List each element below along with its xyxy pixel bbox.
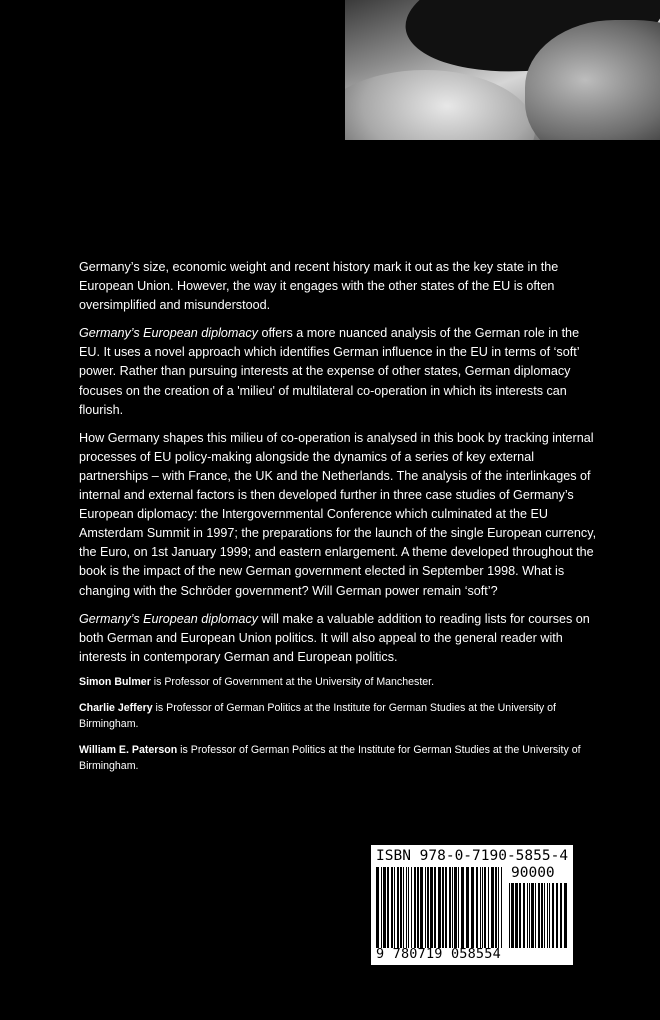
isbn-barcode xyxy=(371,845,573,965)
barcode-bar xyxy=(501,867,502,948)
barcode-bar xyxy=(556,883,558,948)
barcode-bar xyxy=(560,883,562,948)
barcode-bar xyxy=(406,867,407,948)
blurb-paragraph-2 xyxy=(79,324,601,419)
barcode-bar xyxy=(430,867,433,948)
barcode-bar xyxy=(564,883,567,948)
barcode-bar xyxy=(420,867,423,948)
barcode-bar xyxy=(391,867,393,948)
barcode-bar xyxy=(511,883,514,948)
author-bios xyxy=(79,674,599,784)
cover-photo xyxy=(345,0,660,140)
book-title-italic: Germany’s European diplomacy xyxy=(79,326,258,341)
barcode-bar xyxy=(466,867,469,948)
barcode-bar xyxy=(461,867,464,948)
barcode-bar xyxy=(519,883,521,948)
barcode-bar xyxy=(549,883,550,948)
author-name: Charlie Jeffery xyxy=(79,701,153,714)
barcode-bar xyxy=(438,867,441,948)
barcode-bar xyxy=(400,867,402,948)
barcode-bar xyxy=(442,867,444,948)
blurb-paragraph-3: How Germany shapes this milieu of co-operation is analysed in this book by tracking internal processes of EU policy-making alongside the dynamics of a series of key external partnerships – with France, the UK and the Netherlands. The analysis of the interlinkages of internal and external factors is then developed further in three case studies of Germany’s European diplomacy: the Intergovernmental Conference which culminated at the EU Amsterdam Summit in 1997; the preparations for the launch of the single European currency, the Euro, on 1st January 1999; and eastern enlargement. A theme developed throughout the book is the impact of the new German government elected in September 1998. What is changing with the Schröder government? Will German power remain ‘soft’? xyxy=(79,430,597,598)
barcode-bar xyxy=(394,867,395,948)
barcode-bar xyxy=(515,883,518,948)
barcode-bar xyxy=(538,883,540,948)
author-bio xyxy=(79,674,599,691)
author-name: Simon Bulmer xyxy=(79,676,151,688)
barcode-bar xyxy=(491,867,494,948)
barcode-bar xyxy=(523,883,525,948)
barcode-bar xyxy=(408,867,409,948)
barcode-bar xyxy=(417,867,419,948)
barcode-bar xyxy=(527,883,528,948)
blurb-paragraph-4-text: will make a valuable addition to reading lists for courses on both German and European Union politics. It will also appeal to the general reader with interests in contemporary German and European politics. xyxy=(79,611,590,664)
isbn-label: ISBN 978-0-7190-5855-4 xyxy=(376,848,569,864)
barcode-bar xyxy=(445,867,447,948)
barcode-bar xyxy=(552,883,554,948)
barcode-bar xyxy=(488,867,489,948)
barcode-bar xyxy=(458,867,459,948)
barcode-bar xyxy=(476,867,478,948)
back-cover-blurb xyxy=(79,258,601,676)
barcode-bar xyxy=(383,867,386,948)
author-description: is Professor of German Politics at the Institute for German Studies at the University of Birmingham. xyxy=(79,701,556,731)
author-description: is Professor of Government at the University of Manchester. xyxy=(150,676,435,688)
ean-digits: 9 780719 058554 xyxy=(376,946,501,962)
barcode-bar xyxy=(387,867,389,948)
blurb-paragraph-1: Germany’s size, economic weight and recent history mark it out as the key state in the European Union. However, the way it engages with the other states of the EU is often oversimplified and misunderstood. xyxy=(79,260,559,313)
barcode-bar xyxy=(425,867,426,948)
barcode-bar xyxy=(541,883,543,948)
blurb-paragraph-4 xyxy=(79,610,601,667)
barcode-bar xyxy=(411,867,412,948)
barcode-bar xyxy=(529,883,530,948)
barcode-bars-ean xyxy=(376,867,502,948)
barcode-bar xyxy=(434,867,436,948)
barcode-bar xyxy=(480,867,481,948)
barcode-bar xyxy=(414,867,416,948)
book-title-italic: Germany’s European diplomacy xyxy=(79,611,258,626)
barcode-bar xyxy=(535,883,536,948)
barcode-bar xyxy=(452,867,453,948)
barcode-bar xyxy=(509,883,510,948)
barcode-bar xyxy=(547,883,548,948)
barcode-bar xyxy=(495,867,497,948)
barcode-bar xyxy=(376,867,379,948)
barcode-bars-addon xyxy=(509,883,567,948)
barcode-bar xyxy=(498,867,499,948)
author-description: is Professor of German Politics at the Institute for German Studies at the University of Birmingham. xyxy=(79,743,581,773)
author-bio xyxy=(79,742,599,775)
barcode-bar xyxy=(397,867,399,948)
barcode-bar xyxy=(531,883,534,948)
blurb-paragraph-2-text: offers a more nuanced analysis of the German role in the EU. It uses a novel approach which identifies German influence in the EU in terms of ‘soft’ power. Rather than pursuing interests at the expense of other states, German diplomacy focuses on the creation of a 'milieu' of multilateral co-operation in which its interests can flourish. xyxy=(79,326,580,417)
barcode-bar xyxy=(544,883,545,948)
barcode-bar xyxy=(454,867,457,948)
barcode-bar xyxy=(403,867,404,948)
barcode-bar xyxy=(449,867,451,948)
barcode-bar xyxy=(381,867,382,948)
barcode-bar xyxy=(484,867,486,948)
author-bio xyxy=(79,700,599,733)
photo-shape-light xyxy=(345,70,535,140)
author-name: William E. Paterson xyxy=(79,743,178,756)
barcode-bar xyxy=(471,867,474,948)
barcode-bar xyxy=(427,867,429,948)
price-addon-digits: 90000 xyxy=(511,865,555,881)
barcode-bar xyxy=(482,867,483,948)
